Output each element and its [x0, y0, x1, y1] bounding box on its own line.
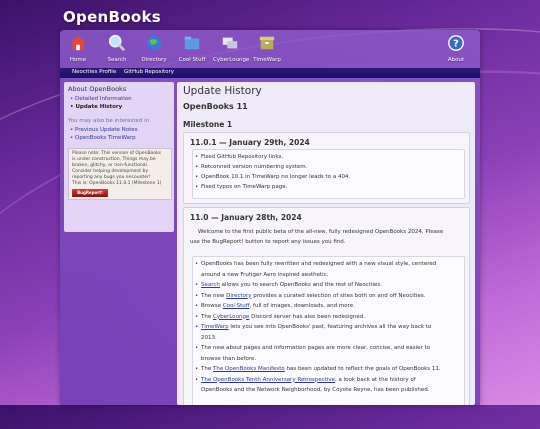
release-notes-list [192, 256, 465, 405]
release-notes-list [192, 149, 465, 199]
nav-label: Cool Stuff [178, 57, 206, 63]
list-item: 2013. [201, 334, 217, 341]
nav-label: Search [107, 57, 127, 63]
inline-link[interactable]: Directory [226, 292, 252, 299]
nav-label: Home [69, 57, 87, 63]
list-item: around a new Frutiger Aero inspired aesthetic. [201, 271, 329, 278]
sidebar-title: About OpenBooks [68, 85, 127, 93]
folder-icon [183, 34, 201, 52]
list-item: • The new Directory provides a curated selection of sites both on and off Neocities. [201, 293, 426, 299]
note-line: This is: OpenBooks 11.0.1 (Milestone 1) [72, 181, 162, 186]
note-line: is under construction. Things may be [72, 157, 156, 162]
sidebar-also-heading: You may also be interested in [68, 118, 150, 124]
construction-note [68, 148, 172, 200]
house-icon [69, 34, 87, 52]
list-item: • The OpenBooks Tenth Anniversary Retrospective, a look back at the history of [201, 377, 416, 383]
inline-link[interactable]: TimeWarp [201, 324, 229, 330]
subnav [60, 68, 480, 79]
list-item: • Retconned version numbering system. [201, 164, 307, 170]
inline-link[interactable]: Search [201, 282, 220, 288]
note-line: Please note: This version of OpenBooks [72, 151, 161, 156]
nav-label: TimeWarp [253, 57, 281, 63]
version-heading: OpenBooks 11 [183, 102, 248, 111]
release-intro: use the BugReport! button to report any issues you find. [190, 239, 346, 245]
bugreport-button[interactable]: BugReport! [72, 189, 108, 197]
nav-label: Directory [141, 57, 167, 63]
magnifier-icon [108, 34, 126, 52]
inline-link[interactable]: The OpenBooks Manifesto [212, 366, 285, 372]
note-line: Consider helping development by [72, 169, 148, 174]
nav-label: About [447, 57, 465, 63]
release-title: 11.0 — January 28th, 2024 [190, 213, 302, 222]
list-item: • Fixed typos on TimeWarp page. [201, 184, 287, 190]
list-item: • Search allows you to search OpenBooks and the rest of Neocities. [201, 282, 382, 288]
list-item: • The CyberLounge Discord server has also been redesigned. [201, 314, 365, 320]
nav-label: CyberLounge [213, 57, 250, 63]
nav-about[interactable] [439, 34, 473, 63]
release-title: 11.0.1 — January 29th, 2024 [190, 138, 310, 147]
archive-icon [258, 34, 276, 52]
sidebar-link-timewarp[interactable]: • OpenBooks TimeWarp [70, 135, 136, 141]
globe-icon [145, 34, 163, 52]
page-title: Update History [183, 85, 262, 97]
site-title: OpenBooks [63, 8, 161, 26]
navbar [60, 30, 480, 68]
nav-timewarp[interactable] [250, 34, 284, 63]
list-item: • The The OpenBooks Manifesto has been updated to reflect the goals of OpenBooks 11. [201, 366, 441, 372]
main-frame [60, 30, 480, 405]
inline-link[interactable]: The OpenBooks Tenth Anniversary Retrospective [201, 376, 336, 383]
sidebar-link-update-history[interactable]: • Update History [70, 104, 123, 110]
release-card-11-0-1 [183, 132, 470, 204]
sidebar-link-detailed-info[interactable]: • Detailed Information [70, 96, 132, 102]
list-item: • OpenBooks has been fully rewritten and redesigned with a new visual style, centered [201, 261, 436, 267]
sidebar [64, 82, 174, 232]
subnav-link-github[interactable]: GitHub Repository [124, 69, 175, 75]
list-item: • The new about pages and information pages are more clear, concise, and easier to [201, 345, 430, 351]
nav-directory[interactable] [137, 34, 171, 63]
inline-link[interactable]: Cool Stuff [222, 303, 250, 309]
inline-link[interactable]: CyberLounge [212, 313, 250, 320]
svg-text:?: ? [453, 38, 459, 50]
chat-icon [221, 34, 239, 52]
milestone-heading: Milestone 1 [183, 120, 233, 129]
list-item: • Fixed GitHub Repository links. [201, 154, 283, 160]
nav-cyberlounge[interactable] [213, 34, 250, 63]
subnav-link-neocities[interactable]: Neocities Profile [72, 69, 117, 75]
release-card-11-0 [183, 207, 470, 405]
list-item: • TimeWarp lets you see into OpenBooks' past, featuring archives all the way back to [201, 324, 431, 330]
list-item: OpenBooks and the Network Neighborhood, by Coyote Reyne, has been published. [201, 387, 430, 393]
list-item: browse than before. [201, 355, 257, 362]
main-content [177, 82, 475, 405]
release-intro: Welcome to the first public beta of the all-new, fully redesigned OpenBooks 2024. Please [198, 229, 444, 235]
nav-home[interactable] [61, 34, 95, 63]
nav-search[interactable] [100, 34, 134, 63]
list-item: • Browse Cool Stuff, full of images, downloads, and more. [201, 303, 355, 309]
list-item: • OpenBook 10.1 in TimeWarp no longer leads to a 404. [201, 174, 350, 180]
note-line: broken, glitchy, or non-functional. [72, 163, 149, 168]
help-icon [447, 34, 465, 52]
nav-cool-stuff[interactable] [175, 34, 209, 63]
sidebar-link-previous-notes[interactable]: • Previous Update Notes [70, 127, 138, 133]
note-line: reporting any bugs you encounter! [72, 175, 151, 180]
